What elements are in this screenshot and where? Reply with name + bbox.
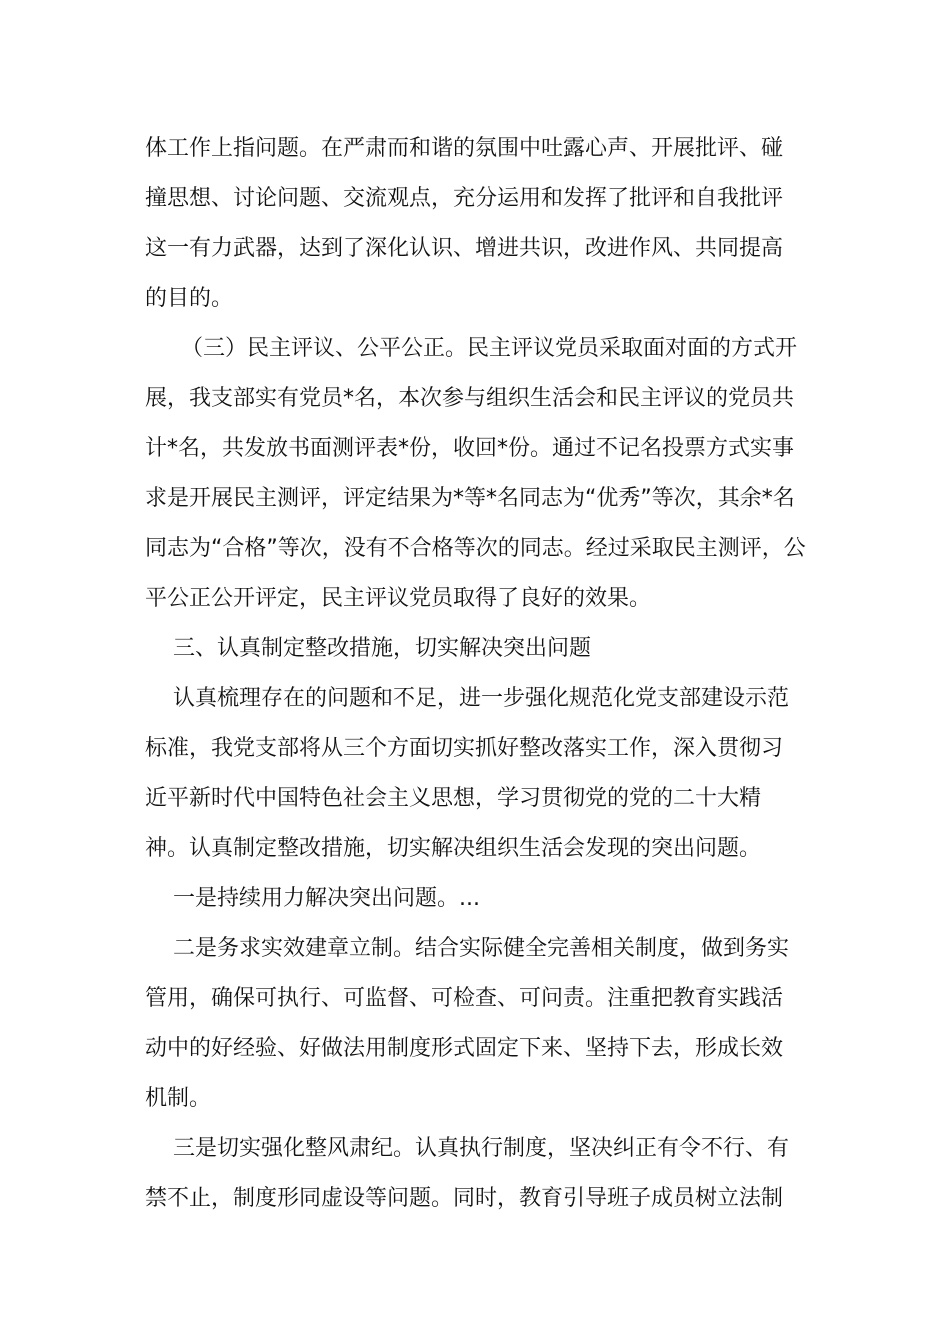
- text-line: 管用，确保可执行、可监督、可检查、可问责。注重把教育实践活: [145, 986, 784, 1011]
- text-line: 平公正公开评定，民主评议党员取得了良好的效果。: [145, 586, 652, 611]
- text-line: 三是切实强化整风肃纪。认真执行制度，坚决纠正有令不行、有: [173, 1136, 790, 1161]
- text-line: 禁不止，制度形同虚设等问题。同时，教育引导班子成员树立法制: [145, 1186, 784, 1211]
- text-line: 近平新时代中国特色社会主义思想，学习贯彻党的党的二十大精: [145, 786, 762, 811]
- text-line: 体工作上指问题。在严肃而和谐的氛围中吐露心声、开展批评、碰: [145, 136, 784, 161]
- text-line: 求是开展民主测评，评定结果为*等*名同志为“优秀”等次，其余*名: [145, 486, 795, 511]
- text-line: 动中的好经验、好做法用制度形式固定下来、坚持下去，形成长效: [145, 1036, 784, 1061]
- text-line: 神。认真制定整改措施，切实解决组织生活会发现的突出问题。: [145, 836, 762, 861]
- text-line: 这一有力武器，达到了深化认识、增进共识，改进作风、共同提高: [145, 236, 784, 261]
- paragraph-discussion: [145, 124, 810, 324]
- text-line: 二是务求实效建章立制。结合实际健全完善相关制度，做到务实: [173, 936, 790, 961]
- text-line: 计*名，共发放书面测评表*份，收回*份。通过不记名投票方式实事: [145, 436, 795, 461]
- document-body: [145, 124, 810, 1224]
- paragraph-rectification: [145, 674, 810, 874]
- text-line: 撞思想、讨论问题、交流观点，充分运用和发挥了批评和自我批评: [145, 186, 784, 211]
- paragraph-democratic-review: [145, 324, 810, 624]
- paragraph-point-one: [145, 874, 810, 924]
- text-line: 标准，我党支部将从三个方面切实抓好整改落实工作，深入贯彻习: [145, 736, 784, 761]
- paragraph-point-three: [145, 1124, 810, 1224]
- text-line: 的目的。: [145, 286, 234, 311]
- text-line: 一是持续用力解决突出问题。...: [173, 886, 480, 911]
- text-line: （三）民主评议、公平公正。民主评议党员采取面对面的方式开: [181, 336, 798, 361]
- paragraph-point-two: [145, 924, 810, 1124]
- text-line: 认真梳理存在的问题和不足，进一步强化规范化党支部建设示范: [173, 686, 790, 711]
- section-heading: [145, 624, 810, 674]
- section-heading-text: 三、认真制定整改措施，切实解决突出问题: [173, 636, 592, 661]
- text-line: 展，我支部实有党员*名，本次参与组织生活会和民主评议的党员共: [145, 386, 795, 411]
- text-line: 机制。: [145, 1086, 212, 1111]
- text-line: 同志为“合格”等次，没有不合格等次的同志。经过采取民主测评，公: [145, 536, 806, 561]
